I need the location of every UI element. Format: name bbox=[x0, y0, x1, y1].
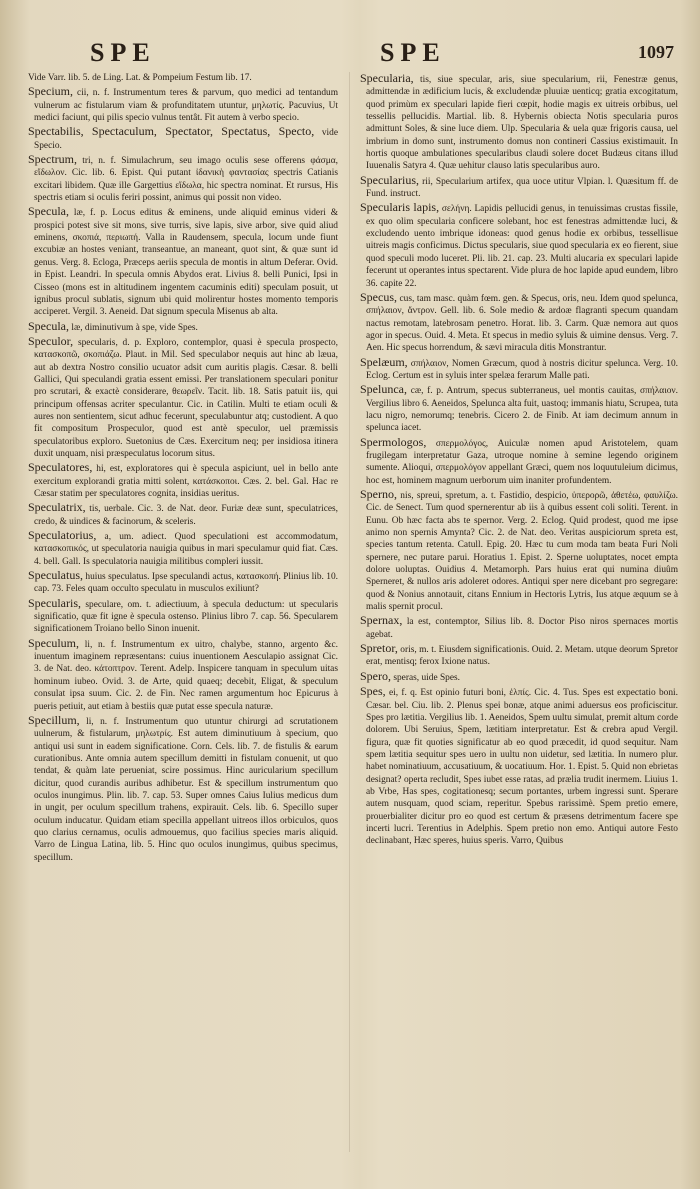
entry-headword: Spretor, bbox=[360, 641, 398, 656]
entry-text: cii, n. f. Instrumentum teres & parvum, quo medici ad tentandum vulnerum ac fistularum viam & profunditatem utuntur, μηλωτίς. Pacuvius, Ut medici faciunt, qui pilis specio vulnus tentât. Fit autem à verbo specio. bbox=[34, 88, 338, 124]
entry-headword: Speculatores, bbox=[28, 460, 93, 475]
entry-headword: Spelunca, bbox=[360, 382, 407, 397]
column-divider bbox=[349, 72, 350, 1152]
entry-headword: Specularis, bbox=[28, 595, 81, 610]
dictionary-entry bbox=[360, 201, 678, 289]
entry-text: tri, n. f. Simulachrum, seu imago oculis sese offerens φάσμα, εἴδωλον. Cic. lib. 6. Epist. Qui putant ἰδανικὴ φαντασίας spectris Catianis excitari libidem. Quæ ille Gargettius εἴδωλα, hic spectra nominat. Et rursus, His spectris etiam si oculis feriri possint, animus qui possit non video. bbox=[34, 156, 338, 204]
entry-headword: Specularis lapis, bbox=[360, 200, 440, 215]
entry-text: speculare, om. t. adiectiuum, à specula deductum: ut specularis significatio, quæ fit igne è specula ostenso. Plinius libro 7. cap. 56. Specularem significationem Troiano bello Sinon inuenit. bbox=[34, 599, 338, 635]
entry-text: ei, f. q. Est opinio futuri boni, ἐλπίς. Cic. 4. Tus. Spes est expectatio boni. Cæsar. bel. Ciu. lib. 2. Plenus spei bonæ, atque animi aduersus eos proficiscitur. Spes pro lætitia. Vergilius lib. 1. Aeneidos, Spem uultu simulat, premit altum corde dolorem. Ubi Seruius, Spem, lætitiam interpretatur. Est & crebra apud Vergil. figura, quæ fit quoties significatur ab eo quod præcedit, id quod sequitur. Nam spem lætitia sequitur spes uero in uultu non uidetur, sed lætitia. In numero plur. habet nominatiuum, accusatiuum, & uocatiuum. Hor. 1. Epist. 5. Quid non ebrietas designat? operta recludit, Spes iubet esse ratas, ad prælia trudit inermem. Liuius 1. ab Vrbe, Has spes, cogitationesq; secum portantes, urbem ingressi sunt. Sperare autem nusquam, quod sciam, reperitur. Spebus rarissimè. Spem pretio emere, prouerbialiter dicitur pro eo quod est certum & præsens detrimentum facere spe incerti lucri. Terentius in Adelphis. Spem pretio non emo. Antiqui autore Festo declinabant, Hæc speres, huius speris. Varro, Quibus bbox=[366, 688, 678, 847]
entry-text: li, n. f. Instrumentum quo utuntur chirurgi ad scrutationem uulnerum, & fistularum, μηλωτρίς. Est autem diminutiuum à specium, quo antiqui usi sunt in eadem significatione. Corn. Cels. lib. 7. de fistulis & earum curationibus. Ante omnia autem specillum demitti in fistulam conuenit, ut quo tendat, & quàm late perueniat, scire possimus. Hinc auricularium specillum dicitur, quod curandis auribus adhibetur. Est & specillum instrumentum quo oculos inungimus. Plin. lib. 7. cap. 53. Super omnes Caius Iulius medicus dum in ungit, per oculum specillum trahens, expirauit. Cels. lib. 6. Specillo super oculum inducatur. Quidam etiam specilla appellant uitreos illos orbiculos, quos quo clarius cernamus, oculis admouemus, quo facilius species maris aliquid. Varro de Lingua Latina, lib. 5. Hinc quo oculos inungimus, quibus specimus, specillum. bbox=[34, 716, 338, 863]
left-column bbox=[28, 72, 338, 1172]
dictionary-entry bbox=[360, 642, 678, 669]
entry-headword: Speculum, bbox=[28, 635, 79, 650]
dictionary-entry bbox=[28, 335, 338, 460]
right-column bbox=[360, 72, 678, 1172]
entry-text: la est, contemptor, Silius lib. 8. Doctor Piso niros spernaces mortis agebat. bbox=[366, 617, 678, 640]
dictionary-entry bbox=[360, 291, 678, 355]
dictionary-entry bbox=[28, 72, 338, 84]
entry-text: σελήνη. Lapidis pellucidi genus, in tenuissimas crustas fissile, ex quo olim specularia conficere solebant, hoc est fenestras admittendæ luci, & excludendo uento imbrique idoneas: quod genus hodie ex orbibus, tessellisue uitreis magis conficimus. Dictus specularis, siue quod specularia ex eo fierent, siue quod speculi modo luceret. Pli. lib. 21. cap. 23. Multi alucaria ex speculari lapide fecerunt ut operantes intus spectarent. Vide plura de hoc lapide apud eundem, libro 36. capite 22. bbox=[366, 204, 678, 289]
entry-text: nis, spreui, spretum, a. t. Fastidio, despicio, ὑπερορῶ, ἀθετέω, φαυλίζω. Cic. de Senect. Tum quod spernerentur ab iis à quibus essent coli soliti. Terent. in Eunu. Ob hæc facta abs te spernor. Verg. 2. Eclog. Quid prodest, quod me ipse animo non spernis Amynta? Cic. 2. de Nat. deo. Veritas auspiciorum spreta est, species tantum retenta. Catull. Epig. 20. Hæc tu cum moda tam beata Furi Noli spernere, nec putare parui. Horatius 1. Epist. 2. Sperne uoluptates, nocet empta dolore uoluptas. Ouidius 4. Metamorph. Pars huius erat qui numina diuûm Sperneret, & nullos aris adoleret odores. Antiqui sper nere dicebant pro segregare: quod & Nonius annotauit, citans Ennium in Hectoris Lytris, Ius atque æquum se à malis spernit procul. bbox=[366, 491, 678, 613]
entry-headword: Spectrum, bbox=[28, 152, 77, 167]
entry-headword: Spero, bbox=[360, 668, 391, 683]
entry-headword: Speculatus, bbox=[28, 568, 83, 583]
dictionary-entry bbox=[28, 714, 338, 864]
entry-text: læ, diminutivum à spe, vide Spes. bbox=[71, 322, 198, 333]
entry-text: tis, uerbale. Cic. 3. de Nat. deor. Furiæ deæ sunt, speculatrices, credo, & uindices & facinorum, & sceleris. bbox=[34, 504, 338, 527]
page-number: 1097 bbox=[638, 42, 674, 62]
dictionary-entry bbox=[28, 501, 338, 528]
entry-headword: Specus, bbox=[360, 289, 397, 304]
dictionary-entry bbox=[360, 488, 678, 613]
dictionary-entry bbox=[28, 205, 338, 318]
dictionary-entry bbox=[360, 685, 678, 847]
dictionary-entry bbox=[28, 153, 338, 204]
entry-headword: Specularius, bbox=[360, 172, 419, 187]
entry-headword: Specium, bbox=[28, 84, 73, 99]
entry-text: Vide Varr. lib. 5. de Ling. Lat. & Pompeium Festum lib. 17. bbox=[28, 73, 252, 83]
entry-headword: Specularia, bbox=[360, 72, 414, 85]
dictionary-entry bbox=[360, 174, 678, 201]
entry-text: cus, tam masc. quàm fœm. gen. & Specus, oris, neu. Idem quod spelunca, σπήλαιον, ἄντρον. Gell. lib. 6. Sole medio & ardoæ flagranti specum quandam nactus remotam, latebrosam penetro. Horat. lib. 3. Carm. Quæ nemora aut quos agor in specus. Ouid. 4. Meta. Et specus in medio syluis & uimine densus. Verg. 7. Aen. Hic specus horrendum, & sævi miracula ditis Monstrantur. bbox=[366, 293, 678, 354]
dictionary-entry bbox=[360, 383, 678, 434]
entry-headword: Speculatrix, bbox=[28, 500, 86, 515]
entry-text: cæ, f. p. Antrum, specus subterraneus, uel montis cauitas, σπήλαιον. Vergilius libro 6. Aeneidos, Spelunca alta fuit, uastoq; immanis hiatu, Scrupea, tuta lacu nigro, nemorumq; tenebris. Cicero 2. de Finib. At iam decimum annum in spelunca iacet. bbox=[366, 386, 678, 434]
dictionary-entry bbox=[28, 569, 338, 596]
entry-text: li, n. f. Instrumentum ex uitro, chalybe, stanno, argento &c. inuentum imaginem repræsentans: cuius inuentionem Aesculapio assignat Cic. 3. de Nat. deo. κάτοπτρον. Terent. Adelp. Inspicere tanquam in speculum uitas hominum iubeo. Ovid. 3. de Arte, quid quaeq; decebit, Eligat, & speculum consulat ipsa suum. Cic. 2. de Fin. Nec ramen argumentum hoc Epicurus à pueris petiuit, aut etiam à bestiis quæ putat esse specula naturæ. bbox=[34, 639, 338, 712]
entry-headword: Specula, bbox=[28, 204, 69, 219]
entry-text: specularis, d. p. Exploro, contemplor, quasi è specula prospecto, κατασκοπῶ, σκοπιάζω. Plaut. in Mil. Sed speculabor nequis aut hinc ab læua, aut ab dextra Nostro consilio ucuator adsit cum auritis plagis. Cæsar. 8. belli Gallici, Qui speculandi gratia essent emissi. Per translationem speculari ponitur pro scrutari, & exactè considerare, θεωρεῖν. Tacit. lib. 18. Satis patuit iis, qui principum offensas acriter speculantur. Cic. in Catilin. Multi te etiam oculi & aures non sentientem, sicut adhuc fecerunt, speculabuntur atq; custodient. A quo fit compositum Prospeculor, quod est antè speculor, uel præmissis speculatoribus exploro. Suetonius de Cæs. Exercitum neq; per insidiosa itinera duxit unquam, nisi præspeculatus locorum situs. bbox=[34, 337, 338, 459]
entry-text: oris, m. t. Eiusdem significationis. Ouid. 2. Metam. utque deorum Spretor erat, mentisq; ferox Ixione natus. bbox=[366, 645, 678, 668]
dictionary-entry bbox=[28, 320, 338, 334]
entry-headword: Speculor, bbox=[28, 333, 74, 348]
dictionary-entry bbox=[360, 614, 678, 641]
dictionary-entry bbox=[360, 356, 678, 383]
entry-headword: Sperno, bbox=[360, 487, 397, 501]
dictionary-entry bbox=[28, 125, 338, 152]
entry-text: vide Specio. bbox=[34, 128, 338, 151]
entry-headword: Spectabilis, Spectaculum, Spectator, Spectatus, Specto, bbox=[28, 124, 315, 139]
header-left: SPE bbox=[90, 38, 156, 67]
entry-headword: Spernax, bbox=[360, 613, 403, 628]
entry-text: huius speculatus. Ipse speculandi actus, κατασκοπή. Plinius lib. 10. cap. 73. Feles quam occulto speculatu in musculos exiliunt? bbox=[34, 572, 338, 595]
running-header bbox=[0, 38, 700, 72]
dictionary-entry bbox=[360, 72, 678, 173]
dictionary-entry bbox=[28, 85, 338, 124]
dictionary-entry bbox=[28, 597, 338, 636]
entry-headword: Specula, bbox=[28, 318, 69, 333]
entry-text: a, um. adiect. Quod speculationi est accommodatum, κατασκοπικός, ut speculatoria nauigia quibus in mari speculamur quid fiat. Cæs. 4. bell. Gall. Is speculatoria nauigia militibus compleri iussit. bbox=[34, 532, 338, 567]
entry-text: tis, siue specular, aris, siue specularium, rii, Fenestræ genus, admittendæ in ædificium lucis, & excludendæ pluuiæ uenticq; gratia excogitatum, quod primùm ex speculari lapide fieri cœpit, hodie magis ex uitreis orbibus, uel tessellis pellucidis. Martial. lib. 8. Hybernis obiecta Notis specularia puros admittunt Soles, & sine luce diem. Ulp. Specularia & uela quæ frigoris causa, uel imbrium in domo sunt, instrumento domus non contineri Cassius existimauit. In hortis quoque ambulationes specularibus claudi solere docet Budæus citans illud Iuuenalis Satyra 4. Quæ uehitur clauso latis specularibus auro. bbox=[366, 75, 678, 172]
entry-text: læ, f. p. Locus editus & eminens, unde aliquid eminus videri & prospici potest sive sit mons, sive turris, sive lapis, sive arbor, sive quid aliud eminens, σκοπιά, περιωπή. Valla in Raudensem, specula, locum unde fiunt excubiæ an hostes veniant, transeantue, an maneant, quot sint, & quæ sunt id genus. Verg. 8. Ecloga, Præceps aeriis specula de montis in altum Deferar. Ovid. in Epist. Leandri. In specula omnis Abydos erat. Livius 8. belli Punici, Ipsi in Cisseo (mons est in altitudinem ingentem cacuminis editi) speculam posuit, ut ignibus procul sublatis, signum ubi quid molirentur hostes momento temporis acciperet. Vergil. 3. Aeneid. Dat signum specula Misenus ab alta. bbox=[34, 208, 338, 318]
entry-headword: Specillum, bbox=[28, 712, 80, 727]
entry-text: σπήλαιον, Nomen Græcum, quod à nostris dicitur spelunca. Verg. 10. Eclog. Certum est in syluis inter spelæa ferarum Malle pati. bbox=[366, 358, 678, 381]
entry-headword: Speculatorius, bbox=[28, 528, 97, 543]
entry-headword: Spermologos, bbox=[360, 434, 427, 449]
entry-headword: Spes, bbox=[360, 684, 386, 699]
dictionary-entry bbox=[360, 670, 678, 684]
entry-text: rii, Specularium artifex, qua uoce utitur Vlpian. l. Quæsitum ff. de Fund. instruct. bbox=[366, 176, 678, 200]
dictionary-entry bbox=[28, 637, 338, 713]
entry-headword: Spelæum, bbox=[360, 354, 408, 369]
entry-text: hi, est, exploratores qui è specula aspiciunt, uel in bello ante exercitum explorandi gratia mitti solent, κατάσκοποι. Cæs. 2. bel. Gal. Hac re Cæsar statim per speculatores cognita, insidias ueritus. bbox=[34, 464, 338, 499]
dictionary-entry bbox=[360, 436, 678, 487]
dictionary-entry bbox=[28, 461, 338, 500]
header-right: SPE bbox=[380, 38, 446, 67]
dictionary-entry bbox=[28, 529, 338, 568]
entry-text: speras, uide Spes. bbox=[393, 672, 460, 683]
entry-text: σπερμολόγος, Auiculæ nomen apud Aristotelem, quam frugilegam interpretatur Gaza, utroque nomine à semine legendo originem sumente. Alioqui, σπερμολόγον appellant Græci, quem nos loquutuleium dicimus, hoc est, hominem magnum uerborum uim inaniter profundentem. bbox=[366, 438, 678, 486]
